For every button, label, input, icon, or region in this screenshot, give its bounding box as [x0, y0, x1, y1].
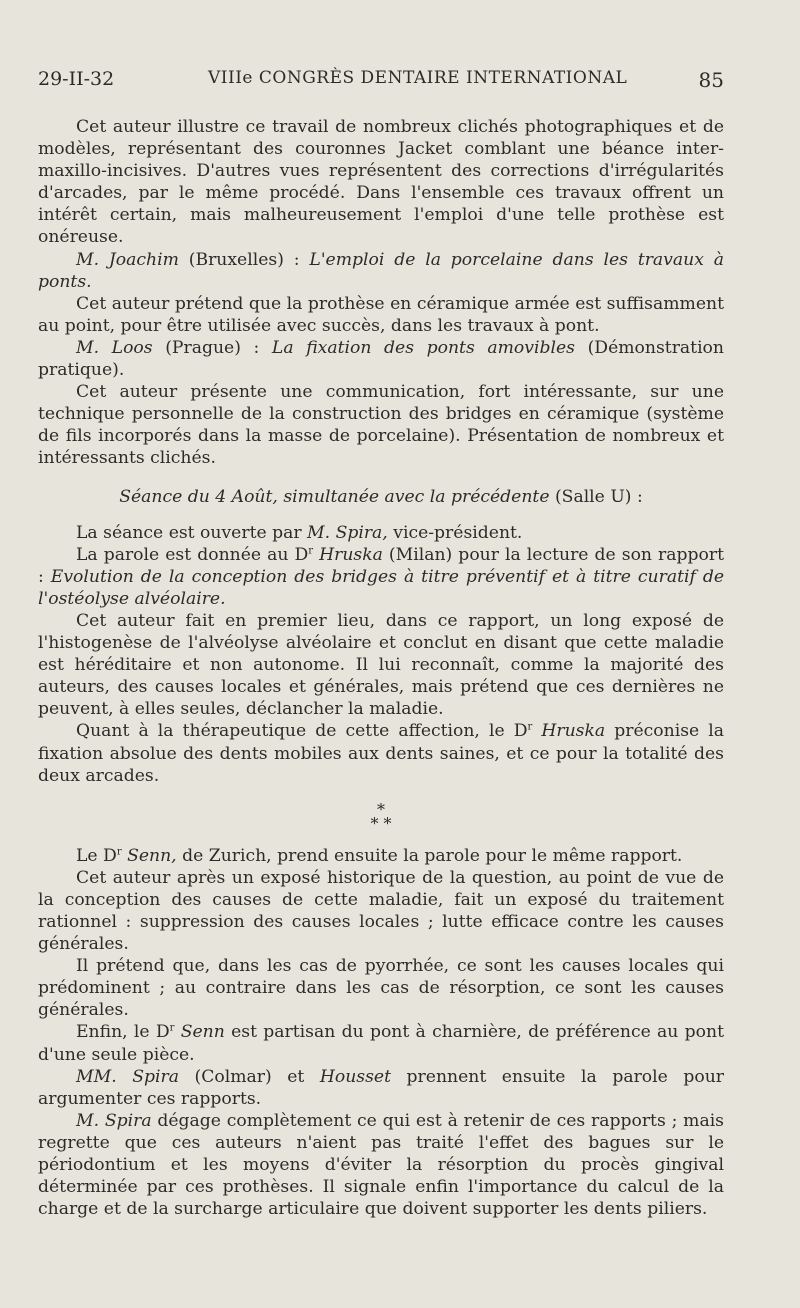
text-run: Cet auteur présente une communication, fort intéressante, sur une technique personnelle de la construction des bridges en céramique (système de fils incorporés dans la masse de porcelaine). Présentation de nombreux et intéressants clichés.	[38, 382, 724, 469]
running-header	[38, 68, 724, 98]
text-run: (Prague) :	[152, 337, 272, 358]
text-run: La parole est donnée au D	[76, 544, 309, 565]
paragraph-p15	[38, 1066, 724, 1110]
text-run: Cet auteur prétend que la prothèse en céramique armée est suffisamment au point, pour être utilisée avec succès, dans les travaux à pont.	[38, 293, 724, 336]
page-number: 85	[698, 68, 724, 92]
text-run: (Colmar) et	[178, 1066, 320, 1087]
text-run: (Bruxelles) :	[178, 249, 310, 270]
paragraph-p1	[38, 116, 724, 249]
text-run: M. Spira,	[307, 522, 388, 543]
paragraph-p6	[38, 486, 724, 508]
text-run: M. Loos	[76, 337, 153, 358]
paragraph-p14	[38, 1021, 724, 1065]
text-run: Senn,	[127, 845, 177, 866]
paragraph-p8	[38, 544, 724, 610]
text-run: Cet auteur fait en premier lieu, dans ce rapport, un long exposé de l'histogenèse de l'alvéolyse alvéolaire et conclut en disant que cette maladie est héréditaire et non autonome. Il lui reconnaît, comme la majorité des auteurs, des causes locales et générales, mais prétend que ces dernières ne peuvent, à elles seules, déclancher la maladie.	[38, 610, 724, 720]
text-run: de Zurich, prend ensuite la parole pour le même rapport.	[176, 845, 683, 866]
section-separator: * * *	[370, 799, 392, 833]
paragraph-p7	[38, 522, 724, 544]
text-run: Cet auteur après un exposé historique de la question, au point de vue de la conception des causes de cette maladie, fait un exposé du traitement rationnel : suppression des causes locales ; lutte efficace contre les causes générales.	[38, 867, 724, 955]
text-run: r	[169, 1022, 175, 1034]
text-run: (Salle U) :	[549, 486, 643, 507]
text-run: est partisan du pont à charnière, de préférence au pont d'une seule pièce.	[38, 1022, 724, 1065]
text-run: Hruska	[541, 721, 606, 742]
text-run: r	[308, 544, 314, 556]
text-run: MM. Spira	[76, 1066, 179, 1087]
paragraph-p10	[38, 720, 724, 786]
text-run: dégage complètement ce qui est à retenir de ces rapports ; mais regrette que ces auteurs n'aient pas traité l'effet des bagues sur le périodontium et les moyens d'éviter la résorption du procès gingival déterminée par ces prothèses. Il signale enfin l'importance du calcul de la charge et de la surcharge articulaire que doivent supporter les dents piliers.	[38, 1110, 725, 1220]
text-run: préconise la fixation absolue des dents mobiles aux dents saines, et ce pour la totalité des deux arcades.	[38, 721, 725, 786]
paragraph-p2	[38, 249, 724, 293]
text-run: vice-président.	[387, 522, 523, 543]
paragraph-p3	[38, 293, 724, 337]
paragraph-p11	[38, 845, 724, 867]
paragraph-p9	[38, 610, 724, 720]
text-run: Enfin, le D	[76, 1022, 170, 1043]
text-run: Séance du 4 Août, simultanée avec la précédente	[119, 486, 550, 507]
text-run: L'emploi de la porcelaine dans les travaux à ponts.	[38, 249, 724, 292]
text-run: Hruska	[319, 544, 383, 565]
text-run: Quant à la thérapeutique de cette affection, le D	[76, 721, 528, 742]
text-run: Cet auteur illustre ce travail de nombreux clichés photographiques et de modèles, représentant des couronnes Jacket comblant une béance inter-maxillo-incisives. D'autres vues représentent des corrections d'irrégularités d'arcades, par le même procédé. Dans l'ensemble ces travaux offrent un intérêt certain, mais malheureusement l'emploi d'une telle prothèse est onéreuse.	[38, 117, 724, 248]
text-run: Senn	[180, 1022, 225, 1043]
header-date: 29-II-32	[38, 68, 115, 90]
body-text	[38, 116, 724, 1220]
text-run: M. Spira	[76, 1110, 152, 1131]
header-title: VIIIe CONGRÈS DENTAIRE INTERNATIONAL	[208, 68, 628, 88]
text-run: Housset	[319, 1066, 391, 1087]
text-run: (Milan) pour la lecture de son rapport :	[38, 544, 724, 587]
paragraph-p16	[38, 1110, 724, 1220]
text-run: La séance est ouverte par	[76, 522, 308, 543]
text-run: M. Joachim	[76, 249, 179, 270]
text-run: r	[527, 721, 533, 733]
text-run: (Démonstration pratique).	[38, 337, 724, 381]
text-run: r	[116, 845, 122, 857]
paragraph-p12	[38, 867, 724, 955]
paragraph-p4	[38, 337, 724, 381]
text-run: Le D	[76, 845, 117, 866]
text-run: Il prétend que, dans les cas de pyorrhée, ce sont les causes locales qui prédominent ; au contraire dans les cas de résorption, ce sont les causes générales.	[38, 956, 724, 1021]
text-run: La fixation des ponts amovibles	[271, 337, 575, 358]
paragraph-p5	[38, 381, 724, 469]
text-run: Evolution de la conception des bridges à titre préventif et à titre curatif de l'ostéolyse alvéolaire.	[38, 566, 724, 609]
paragraph-p13	[38, 955, 724, 1021]
text-run: prennent ensuite la parole pour argumenter ces rapports.	[38, 1066, 724, 1109]
